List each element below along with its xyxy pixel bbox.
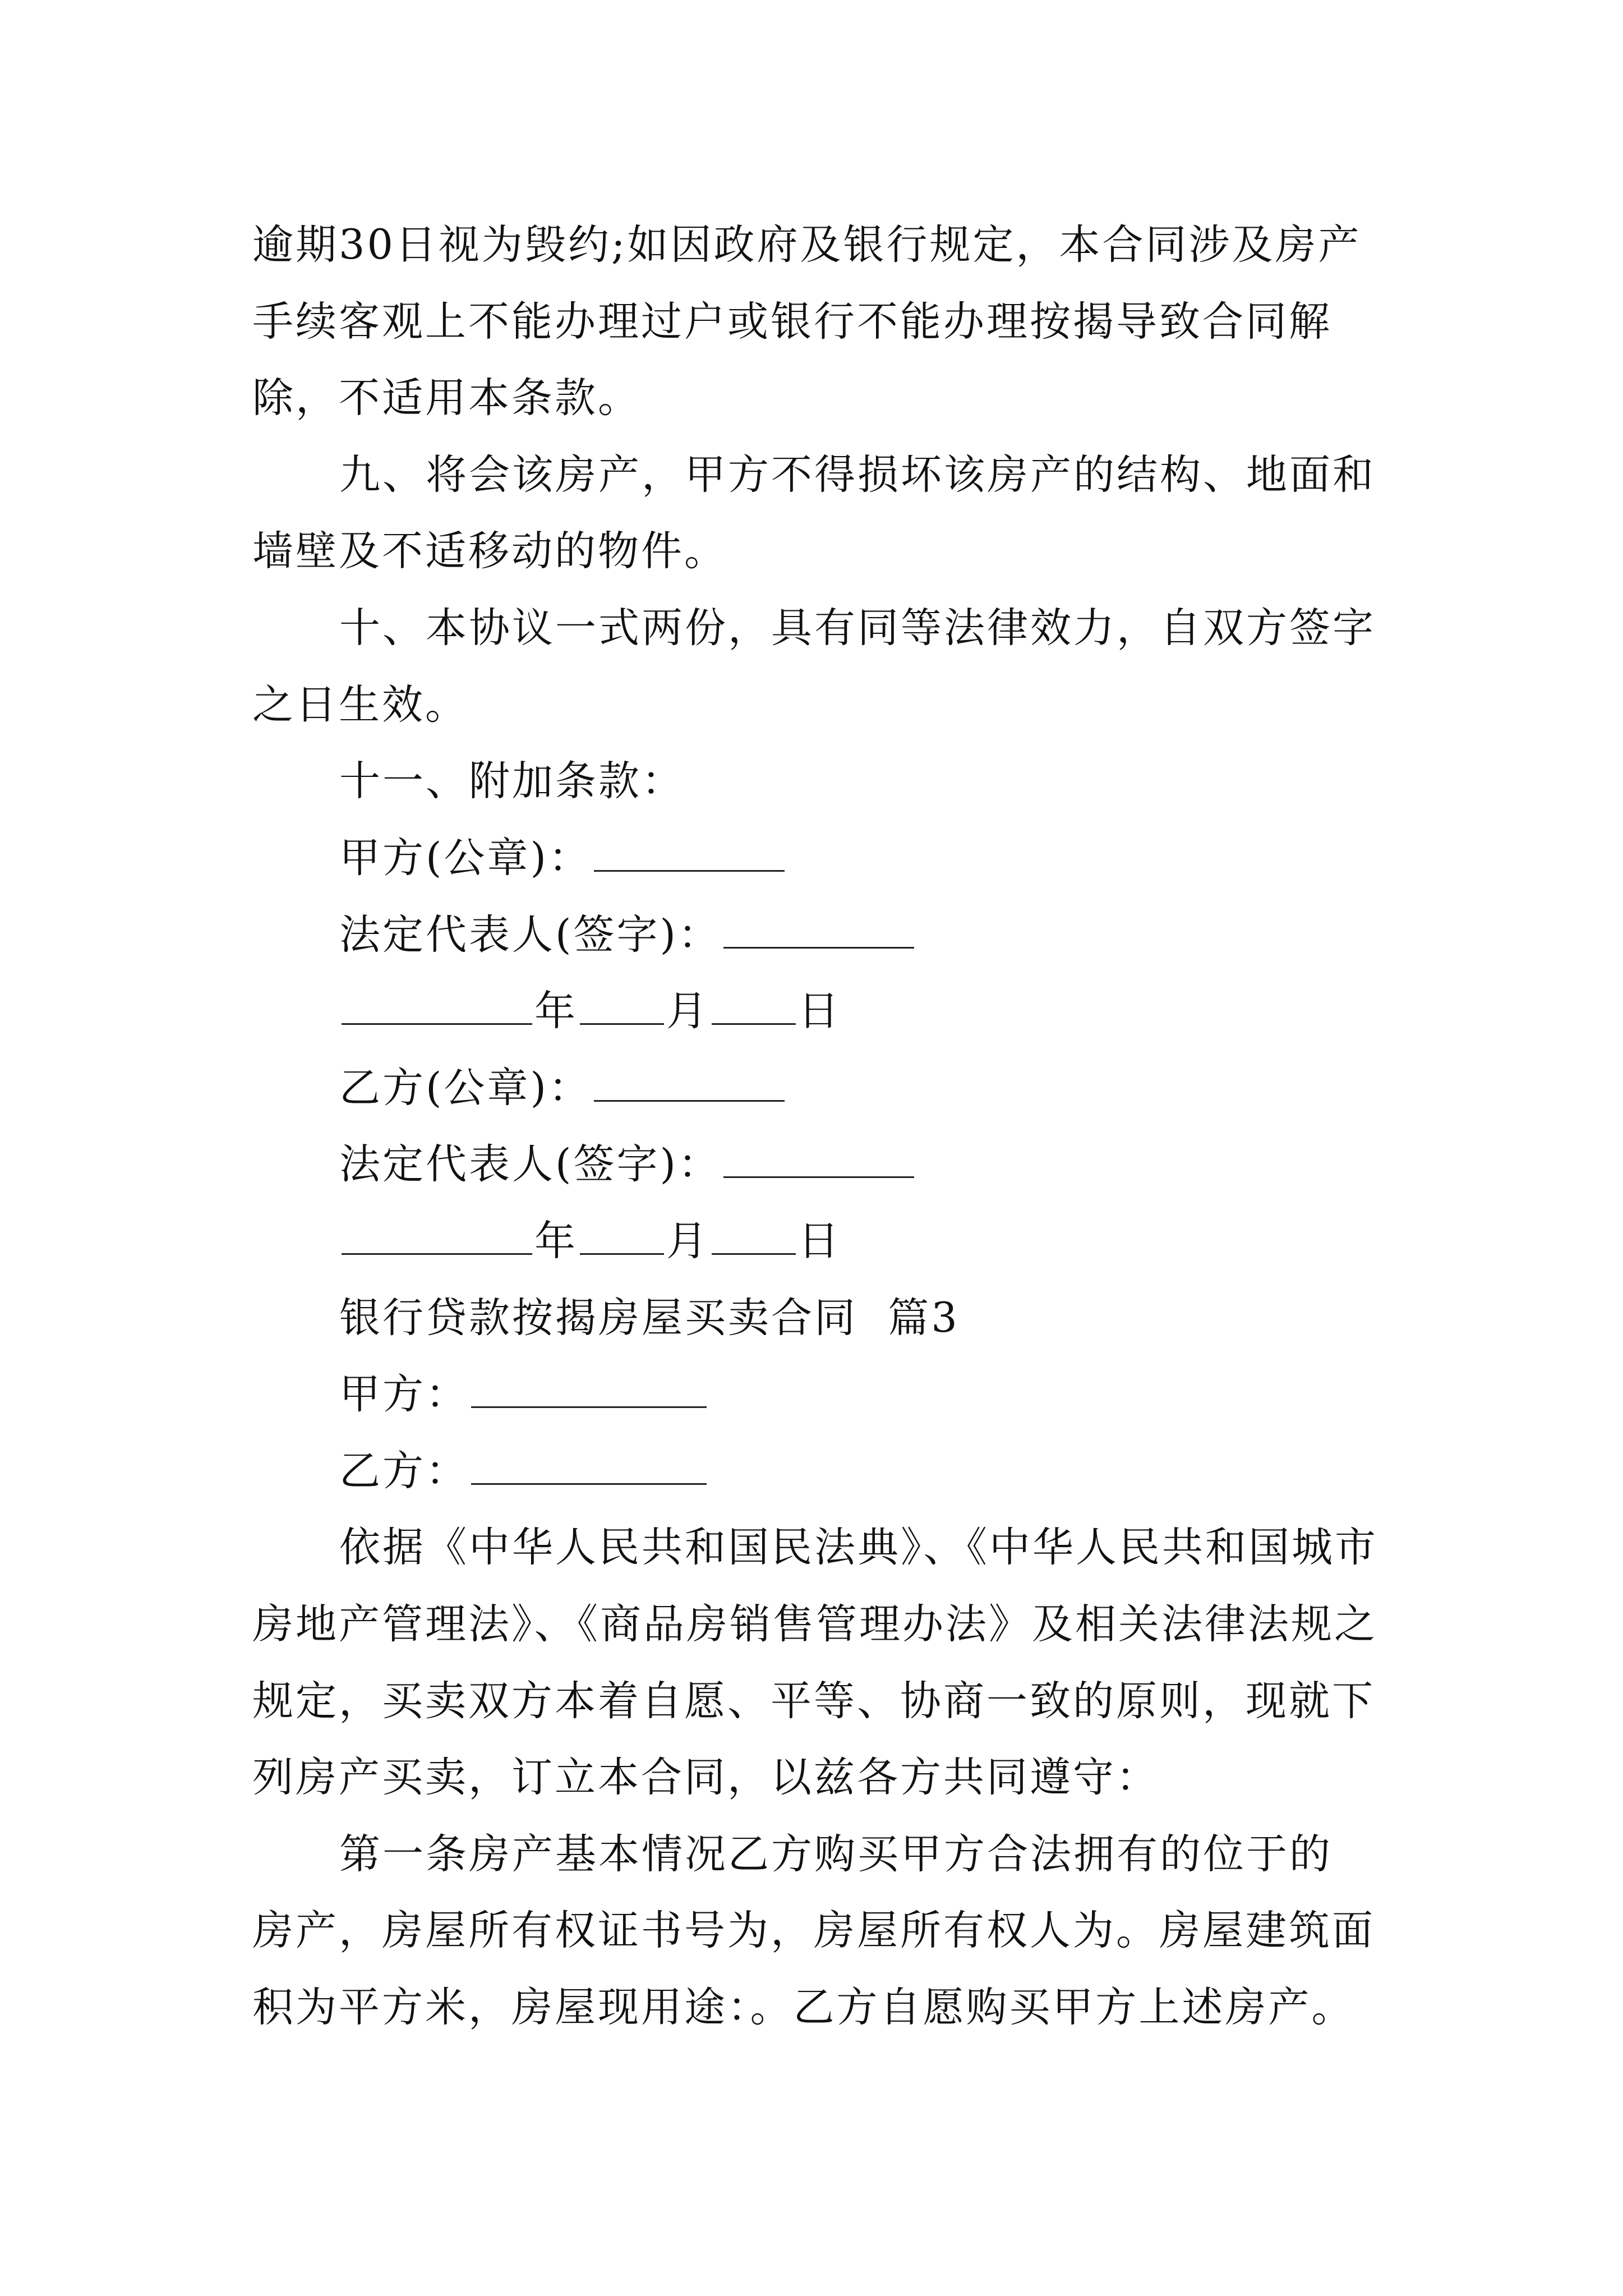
signature-blank <box>723 1144 914 1178</box>
body-line: 房地产管理法》、《商品房销售管理办法》及相关法律法规之 <box>252 1600 1377 1648</box>
year-label: 年 <box>534 1217 578 1265</box>
text-line: 墙壁及不适移动的物件。 <box>252 527 727 575</box>
legal-rep-line-2 <box>339 1140 1461 1188</box>
day-label: 日 <box>798 1217 841 1265</box>
day-blank <box>712 1221 796 1255</box>
month-label: 月 <box>666 1217 709 1265</box>
legal-rep-label: 法定代表人(签字)： <box>339 911 721 959</box>
body-line: 规定，买卖双方本着自愿、平等、协商一致的原则，现就下 <box>252 1677 1375 1725</box>
year-blank <box>342 991 532 1025</box>
text-line: 之日生效。 <box>252 681 468 729</box>
clause-nine: 九、将会该房产，甲方不得损坏该房产的结构、地面和 <box>339 451 1376 499</box>
month-label: 月 <box>666 987 709 1035</box>
party-b-label: 乙方： <box>339 1447 469 1495</box>
text-line: 手续客观上不能办理过户或银行不能办理按揭导致合同解 <box>252 298 1332 346</box>
body-line: 列房产买卖，订立本合同，以兹各方共同遵守： <box>252 1754 1159 1801</box>
party-a-label: 甲方： <box>339 1370 469 1418</box>
party-a-seal-line <box>339 834 1461 882</box>
article-one: 第一条房产基本情况乙方购买甲方合法拥有的位于的 <box>339 1830 1332 1878</box>
year-blank <box>342 1221 532 1255</box>
party-b-seal-line <box>339 1064 1461 1112</box>
clause-eleven: 十一、附加条款： <box>339 757 685 805</box>
text-line: 逾期30日视为毁约;如因政府及银行规定，本合同涉及房产 <box>252 221 1362 269</box>
legal-rep-label: 法定代表人(签字)： <box>339 1140 721 1188</box>
body-line: 房产，房屋所有权证书号为，房屋所有权人为。房屋建筑面 <box>252 1907 1375 1954</box>
year-label: 年 <box>534 987 578 1035</box>
party-b-line <box>339 1447 1461 1495</box>
section-title: 银行贷款按揭房屋买卖合同 篇3 <box>339 1294 960 1342</box>
party-a-seal-label: 甲方(公章)： <box>339 834 592 882</box>
signature-blank <box>594 1068 785 1102</box>
party-blank <box>471 1374 707 1408</box>
day-blank <box>712 991 796 1025</box>
party-blank <box>471 1451 707 1485</box>
signature-blank <box>594 838 785 872</box>
month-blank <box>580 1221 664 1255</box>
date-line-1 <box>339 987 1461 1035</box>
body-line: 依据《中华人民共和国民法典》、《中华人民共和国城市 <box>339 1524 1378 1571</box>
day-label: 日 <box>798 987 841 1035</box>
text-line: 除，不适用本条款。 <box>252 374 641 422</box>
body-line: 积为平方米，房屋现用途：。乙方自愿购买甲方上述房产。 <box>252 1984 1355 2031</box>
signature-blank <box>723 914 914 949</box>
party-a-line <box>339 1370 1461 1418</box>
month-blank <box>580 991 664 1025</box>
clause-ten: 十、本协议一式两份，具有同等法律效力，自双方签字 <box>339 604 1376 652</box>
party-b-seal-label: 乙方(公章)： <box>339 1064 592 1112</box>
legal-rep-line-1 <box>339 911 1461 959</box>
date-line-2 <box>339 1217 1461 1265</box>
